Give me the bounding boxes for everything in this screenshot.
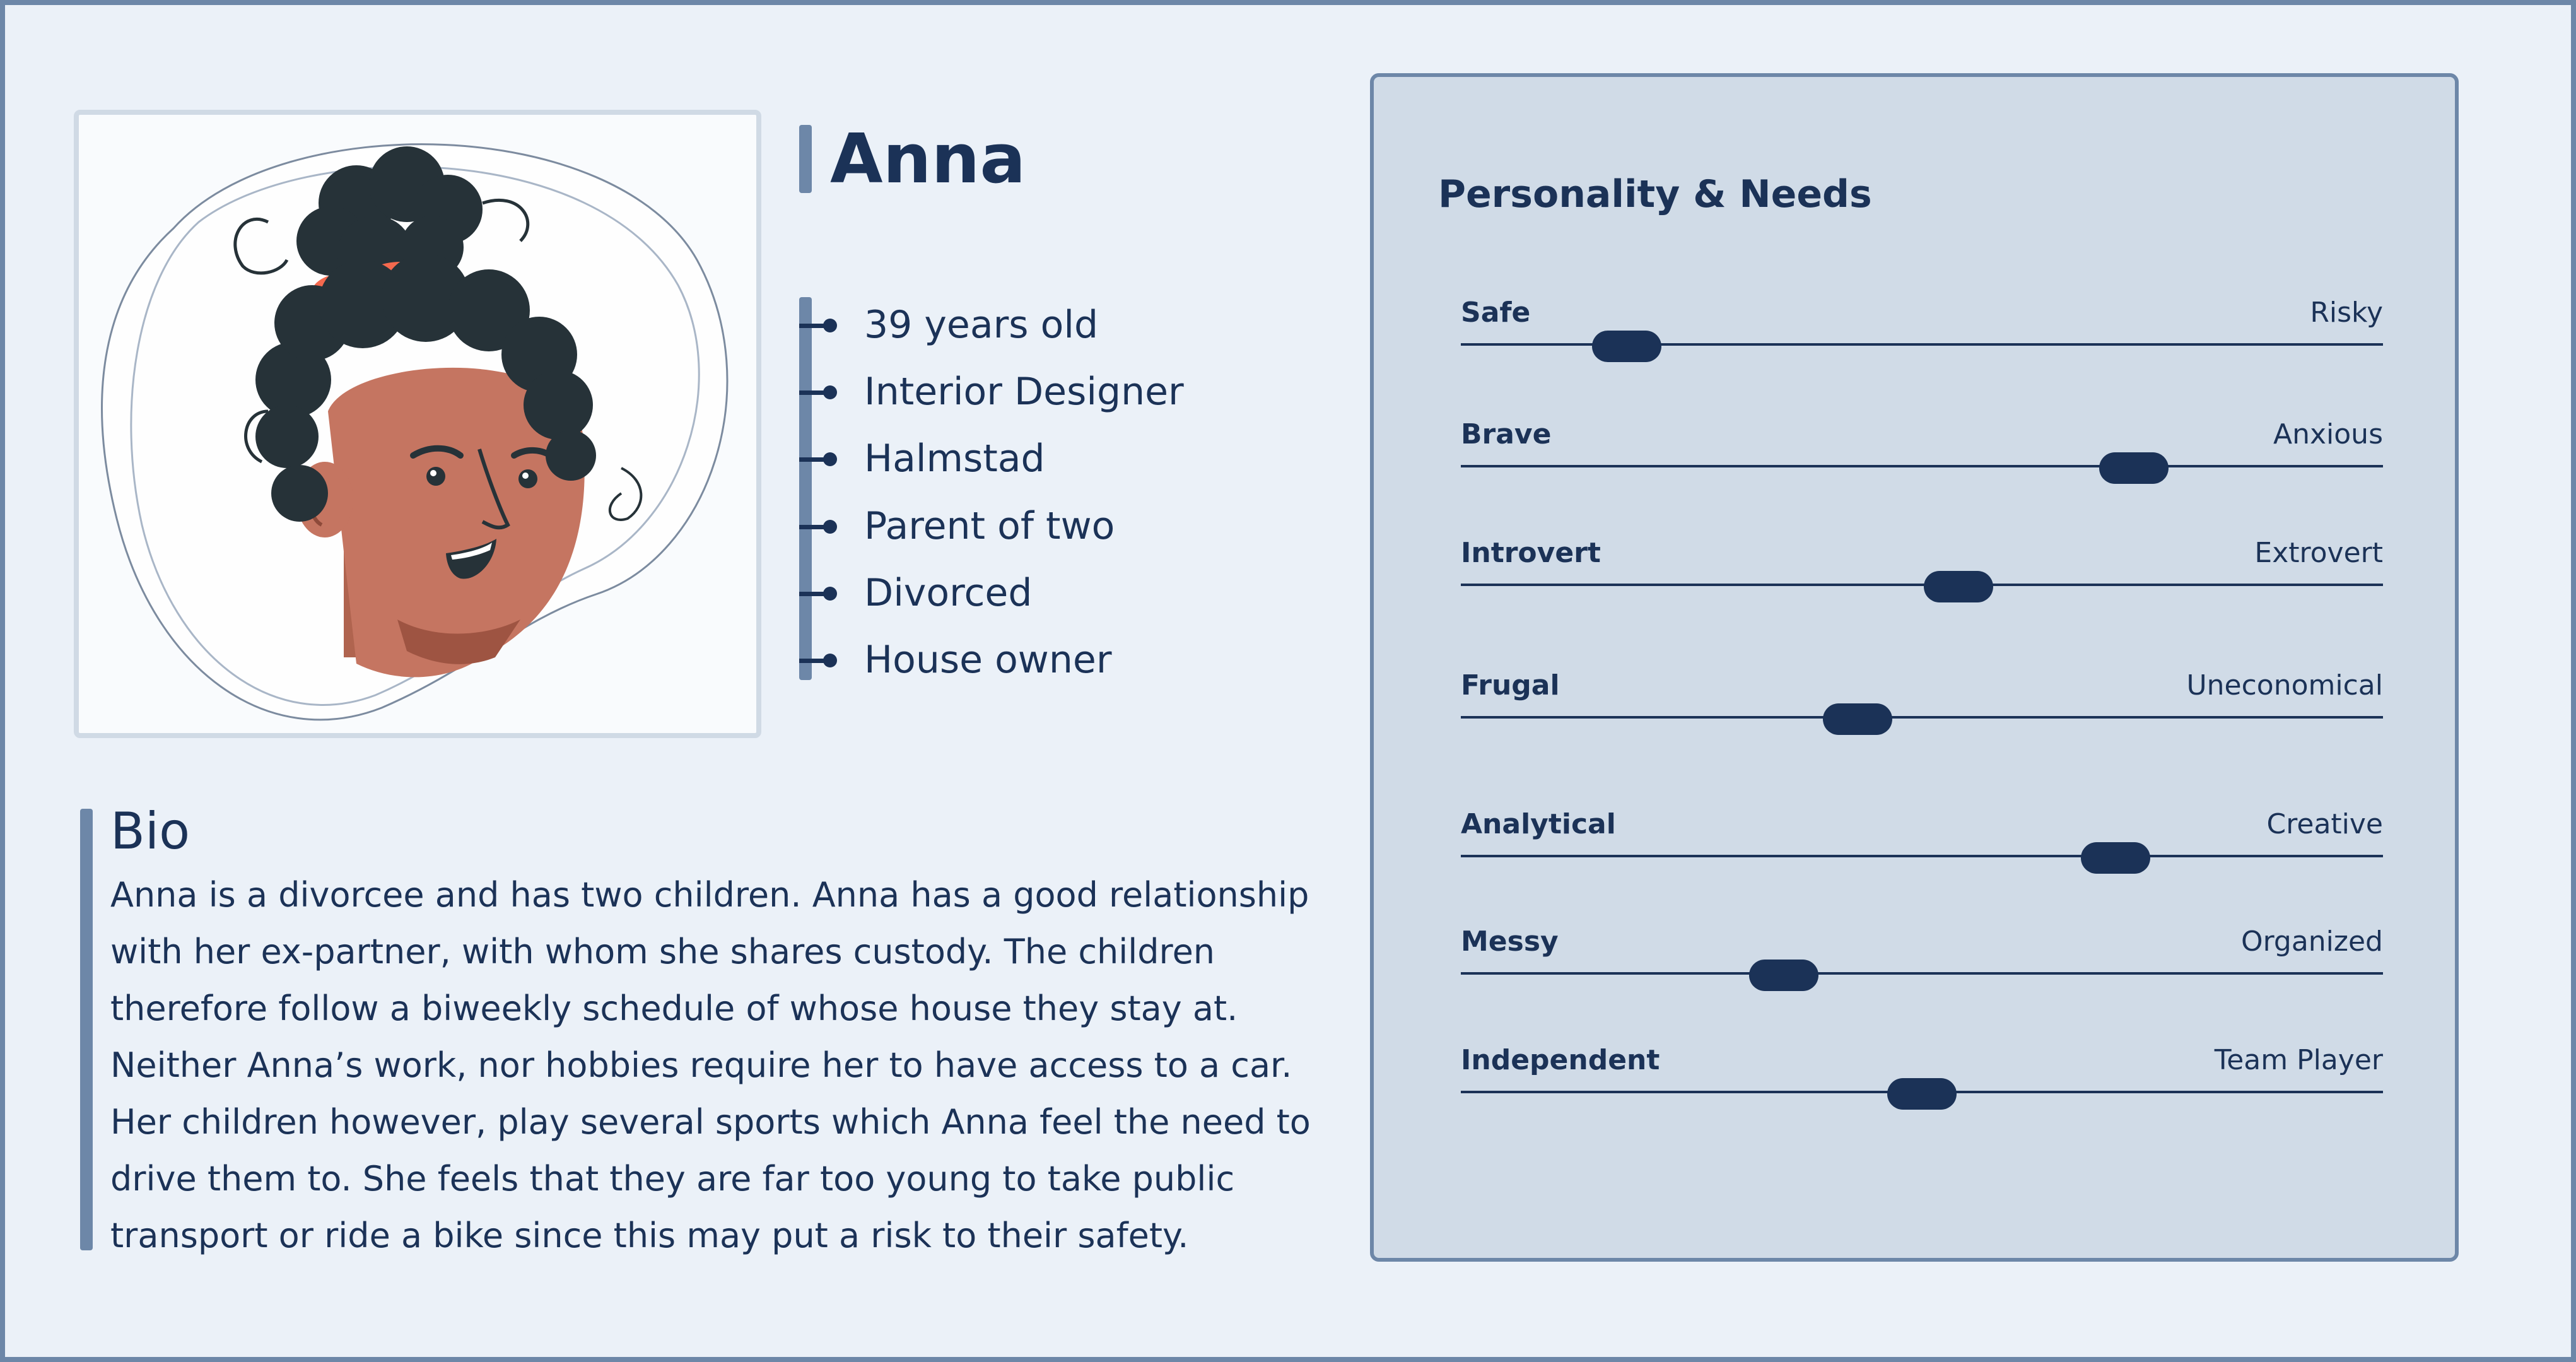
- slider-handle[interactable]: [1887, 1078, 1957, 1110]
- avatar-illustration: [79, 115, 756, 733]
- trait-left-label: Analytical: [1461, 808, 1616, 840]
- trait-left-label: Brave: [1461, 418, 1552, 450]
- trait-right-label: Creative: [2266, 808, 2383, 840]
- slider-track[interactable]: [1461, 716, 2383, 719]
- fact-bullet-icon: [823, 452, 837, 466]
- slider-handle[interactable]: [1924, 571, 1993, 602]
- fact-text: Interior Designer: [864, 370, 1184, 414]
- bio-text: Anna is a divorcee and has two children. Anna has a good relationship with her ex-partner, with whom she shares custody. The children therefore follow a biweekly schedule of whose house they stay at. Neither Anna’s work, nor hobbies require her to have access to a car. Her children however, play several sports which Anna feel the need to drive them to. She feels that they are far too young to take public transport or ride a bike since this may put a risk to their safety.: [110, 875, 1311, 1255]
- name-accent-bar: [799, 125, 812, 193]
- slider-track[interactable]: [1461, 972, 2383, 975]
- trait-left-label: Independent: [1461, 1044, 1660, 1076]
- fact-text: 39 years old: [864, 303, 1099, 347]
- trait-slider-analytical-creative[interactable]: [1455, 808, 2389, 878]
- fact-bullet-icon: [823, 385, 837, 399]
- trait-left-label: Messy: [1461, 925, 1559, 958]
- trait-right-label: Risky: [2310, 296, 2383, 329]
- slider-handle[interactable]: [2099, 452, 2169, 484]
- slider-handle[interactable]: [1592, 331, 1661, 362]
- fact-bullet-icon: [823, 587, 837, 601]
- slider-handle[interactable]: [1749, 960, 1818, 991]
- trait-slider-messy-organized[interactable]: [1455, 925, 2389, 995]
- fact-text: Divorced: [864, 571, 1033, 615]
- trait-right-label: Extrovert: [2254, 537, 2383, 569]
- trait-slider-independent-team-player[interactable]: [1455, 1044, 2389, 1113]
- trait-right-label: Organized: [2240, 925, 2383, 958]
- trait-slider-frugal-uneconomical[interactable]: [1455, 669, 2389, 739]
- trait-slider-safe-risky[interactable]: [1455, 296, 2389, 366]
- fact-text: House owner: [864, 638, 1112, 682]
- personality-heading: Personality & Needs: [1438, 172, 1872, 216]
- trait-right-label: Anxious: [2273, 418, 2383, 450]
- persona-portrait: [74, 110, 761, 738]
- slider-handle[interactable]: [1823, 703, 1892, 735]
- slider-handle[interactable]: [2081, 842, 2150, 874]
- bio-accent-bar: [80, 809, 93, 1250]
- fact-bullet-icon: [823, 654, 837, 667]
- persona-name: Anna: [830, 120, 1026, 199]
- trait-right-label: Uneconomical: [2186, 669, 2383, 702]
- trait-left-label: Frugal: [1461, 669, 1560, 702]
- fact-bullet-icon: [823, 520, 837, 534]
- facts-accent-bar: [799, 297, 812, 680]
- slider-track[interactable]: [1461, 465, 2383, 467]
- fact-text: Halmstad: [864, 437, 1045, 481]
- bio-heading: Bio: [110, 802, 190, 860]
- fact-bullet-icon: [823, 319, 837, 332]
- trait-slider-introvert-extrovert[interactable]: [1455, 537, 2389, 606]
- slider-track[interactable]: [1461, 584, 2383, 586]
- trait-left-label: Safe: [1461, 296, 1531, 329]
- trait-left-label: Introvert: [1461, 537, 1601, 569]
- fact-text: Parent of two: [864, 504, 1115, 548]
- trait-right-label: Team Player: [2214, 1044, 2383, 1076]
- slider-track[interactable]: [1461, 855, 2383, 857]
- trait-slider-brave-anxious[interactable]: [1455, 418, 2389, 488]
